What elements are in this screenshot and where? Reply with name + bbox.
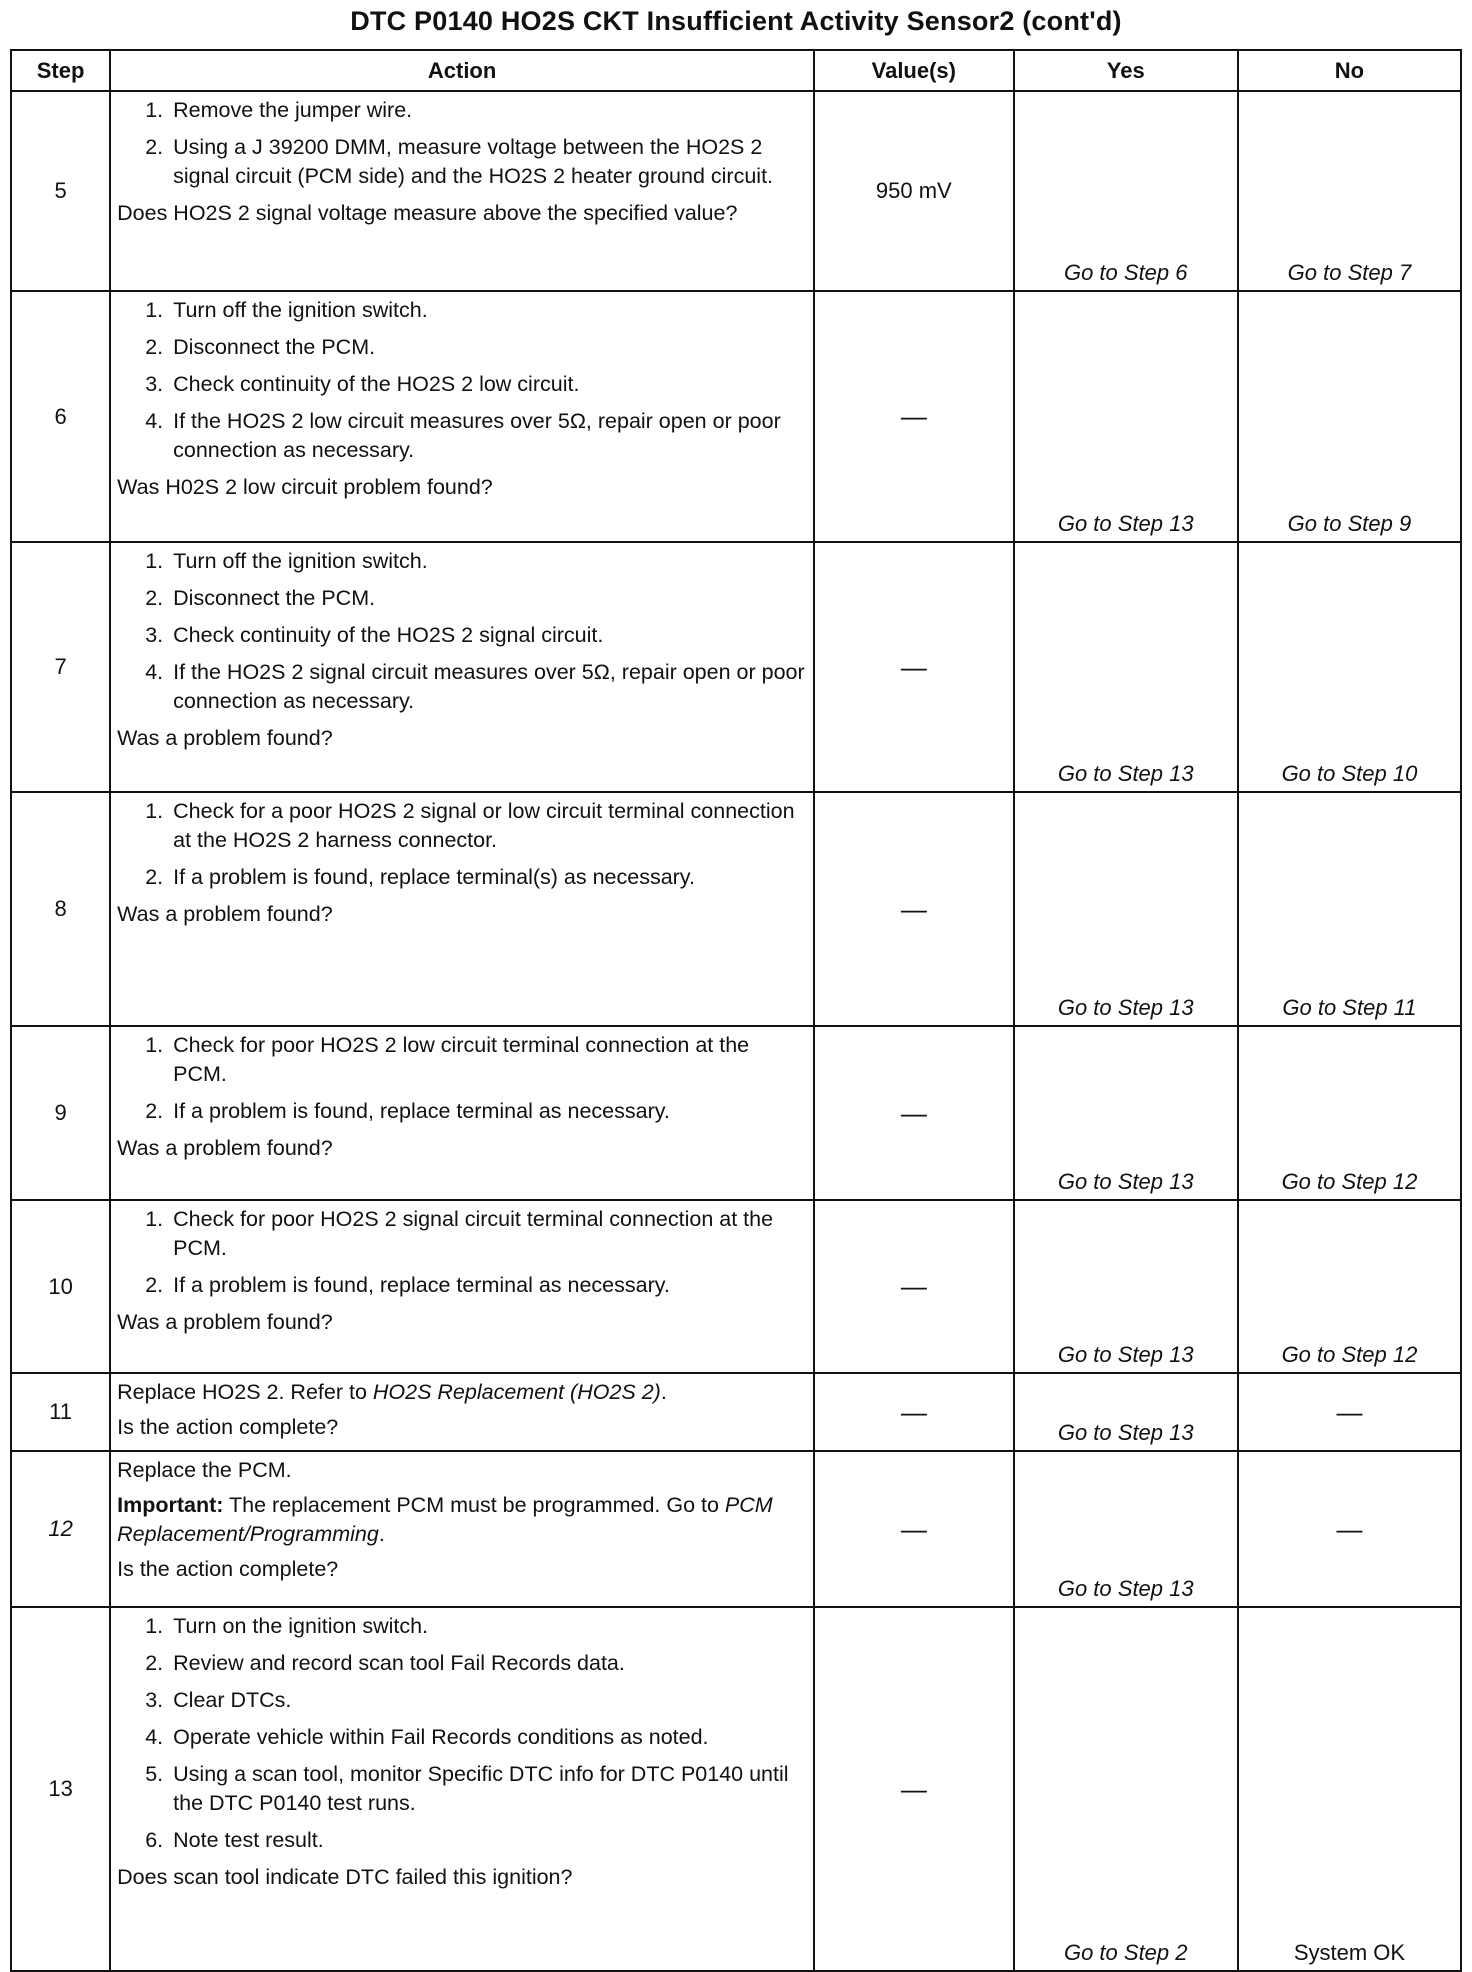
list-item: 6. Note test result.: [145, 1828, 324, 1852]
value-cell: —: [814, 1200, 1014, 1373]
no-link: —: [1238, 1373, 1461, 1451]
yes-link: Go to Step 2: [1014, 1607, 1238, 1971]
step-number: 11: [11, 1373, 110, 1451]
list-item: 1. Turn on the ignition switch.: [145, 1614, 429, 1638]
step-number: 5: [11, 91, 110, 291]
table-row: [11, 1451, 1461, 1607]
action-cell: [110, 792, 814, 1026]
action-cell: [110, 542, 814, 792]
action-cell: [110, 1026, 814, 1200]
header-values: Value(s): [814, 50, 1014, 91]
list-item: 3. Check continuity of the HO2S 2 low circuit.: [145, 372, 580, 396]
header-step: Step: [11, 50, 110, 91]
action-cell: [110, 1451, 814, 1607]
no-link: Go to Step 10: [1238, 542, 1461, 792]
table-row: [11, 291, 1461, 542]
yes-link: Go to Step 13: [1014, 1026, 1238, 1200]
question-text: Is the action complete?: [117, 1415, 339, 1439]
list-item: 2. If a problem is found, replace terminal(s) as necessary.: [145, 865, 695, 889]
value-cell: —: [814, 1607, 1014, 1971]
step-number: 8: [11, 792, 110, 1026]
list-item: 1. Check for a poor HO2S 2 signal or low circuit terminal connection at the HO2S 2 harness connector.: [145, 799, 795, 852]
diagnostic-table: [10, 49, 1462, 1972]
step-number: 7: [11, 542, 110, 792]
no-link: Go to Step 12: [1238, 1200, 1461, 1373]
value-cell: 950 mV: [814, 91, 1014, 291]
value-cell: —: [814, 1451, 1014, 1607]
table-row: [11, 1607, 1461, 1971]
step-number: 13: [11, 1607, 110, 1971]
reference-link: PCM Replacement/Programming: [117, 1493, 773, 1546]
header-no: No: [1238, 50, 1461, 91]
list-item: 2. If a problem is found, replace terminal as necessary.: [145, 1099, 670, 1123]
action-cell: [110, 291, 814, 542]
no-link: —: [1238, 1451, 1461, 1607]
action-text: Replace the PCM.: [117, 1458, 292, 1482]
no-link: Go to Step 11: [1238, 792, 1461, 1026]
question-text: Was a problem found?: [117, 902, 333, 926]
table-row: [11, 792, 1461, 1026]
table-row: [11, 1026, 1461, 1200]
no-link: Go to Step 12: [1238, 1026, 1461, 1200]
question-text: Was a problem found?: [117, 1310, 333, 1334]
action-cell: [110, 1373, 814, 1451]
list-item: 2. Using a J 39200 DMM, measure voltage between the HO2S 2 signal circuit (PCM side) and the HO2S 2 heater ground circuit.: [145, 135, 774, 188]
list-item: 2. Disconnect the PCM.: [145, 335, 376, 359]
table-row: [11, 1200, 1461, 1373]
yes-link: Go to Step 13: [1014, 542, 1238, 792]
list-item: 1. Check for poor HO2S 2 low circuit terminal connection at the PCM.: [145, 1033, 750, 1086]
question-text: Is the action complete?: [117, 1557, 339, 1581]
question-text: Was H02S 2 low circuit problem found?: [117, 475, 493, 499]
table-row: [11, 542, 1461, 792]
list-item: 5. Using a scan tool, monitor Specific DTC info for DTC P0140 until the DTC P0140 test runs.: [145, 1762, 789, 1815]
step-number: 6: [11, 291, 110, 542]
list-item: 1. Turn off the ignition switch.: [145, 298, 428, 322]
step-number: 9: [11, 1026, 110, 1200]
yes-link: Go to Step 13: [1014, 792, 1238, 1026]
yes-link: Go to Step 13: [1014, 1451, 1238, 1607]
no-link: Go to Step 7: [1238, 91, 1461, 291]
list-item: 2. Review and record scan tool Fail Records data.: [145, 1651, 625, 1675]
no-link: System OK: [1238, 1607, 1461, 1971]
yes-link: Go to Step 6: [1014, 91, 1238, 291]
list-item: 2. Disconnect the PCM.: [145, 586, 376, 610]
list-item: 4. If the HO2S 2 signal circuit measures over 5Ω, repair open or poor connection as necessary.: [145, 660, 805, 713]
step-number: 10: [11, 1200, 110, 1373]
value-cell: —: [814, 1373, 1014, 1451]
yes-link: Go to Step 13: [1014, 1373, 1238, 1451]
value-cell: —: [814, 792, 1014, 1026]
question-text: Was a problem found?: [117, 1136, 333, 1160]
list-item: 3. Check continuity of the HO2S 2 signal circuit.: [145, 623, 604, 647]
page-title: DTC P0140 HO2S CKT Insufficient Activity Sensor2 (cont'd): [350, 6, 1122, 36]
step-number: 12: [11, 1451, 110, 1607]
action-cell: [110, 1607, 814, 1971]
yes-link: Go to Step 13: [1014, 1200, 1238, 1373]
table-row: [11, 1373, 1461, 1451]
table-header-row: [11, 50, 1461, 91]
list-item: 4. Operate vehicle within Fail Records conditions as noted.: [145, 1725, 709, 1749]
list-item: 1. Remove the jumper wire.: [145, 98, 413, 122]
question-text: Does scan tool indicate DTC failed this ignition?: [117, 1865, 573, 1889]
list-item: 1. Check for poor HO2S 2 signal circuit terminal connection at the PCM.: [145, 1207, 774, 1260]
value-cell: —: [814, 542, 1014, 792]
list-item: 1. Turn off the ignition switch.: [145, 549, 428, 573]
reference-link: HO2S Replacement (HO2S 2): [372, 1380, 661, 1404]
question-text: Was a problem found?: [117, 726, 333, 750]
value-cell: —: [814, 1026, 1014, 1200]
value-cell: —: [814, 291, 1014, 542]
list-item: 3. Clear DTCs.: [145, 1688, 292, 1712]
action-text: Replace HO2S 2. Refer to HO2S Replacement (HO2S 2).: [117, 1380, 667, 1404]
header-action: Action: [110, 50, 814, 91]
question-text: Does HO2S 2 signal voltage measure above the specified value?: [117, 201, 738, 225]
list-item: 2. If a problem is found, replace terminal as necessary.: [145, 1273, 670, 1297]
important-note: Important: The replacement PCM must be programmed. Go to PCM Replacement/Programming.: [117, 1493, 773, 1546]
list-item: 4. If the HO2S 2 low circuit measures over 5Ω, repair open or poor connection as necessary.: [145, 409, 781, 462]
yes-link: Go to Step 13: [1014, 291, 1238, 542]
no-link: Go to Step 9: [1238, 291, 1461, 542]
header-yes: Yes: [1014, 50, 1238, 91]
table-row: [11, 91, 1461, 291]
action-cell: [110, 91, 814, 291]
action-cell: [110, 1200, 814, 1373]
